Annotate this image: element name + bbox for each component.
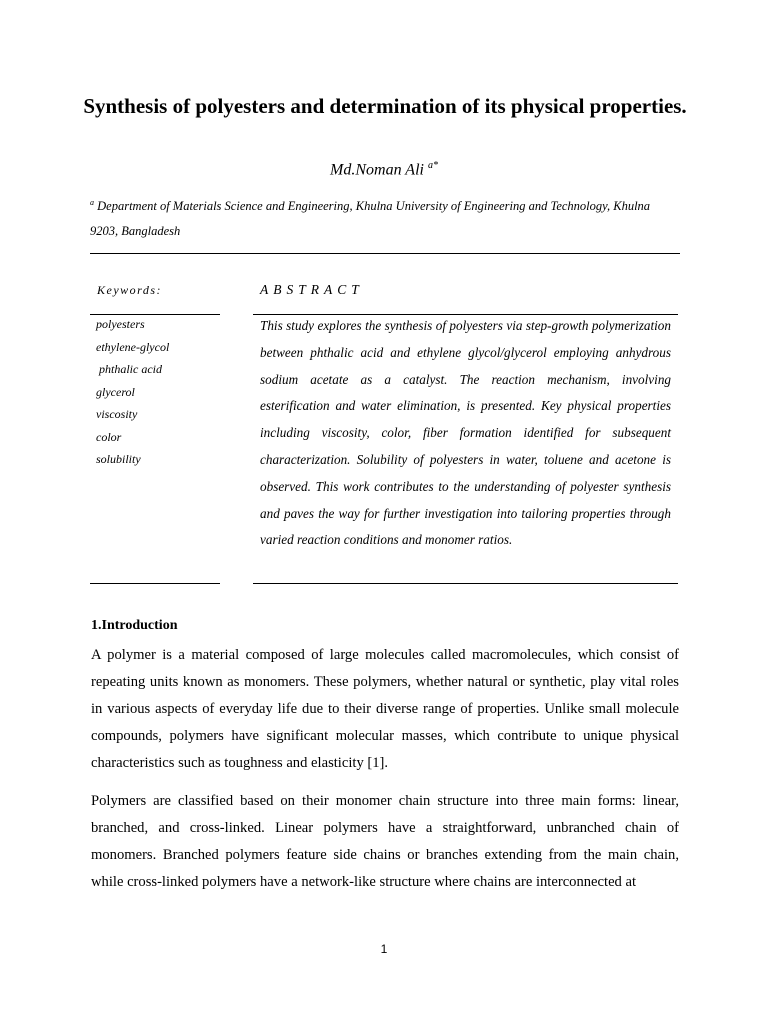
introduction-heading: 1.Introduction	[91, 618, 178, 633]
keyword-item: viscosity	[96, 407, 138, 421]
top-divider	[90, 253, 680, 254]
keywords-list	[96, 313, 169, 471]
author-affiliation-mark: a*	[427, 160, 438, 171]
abstract-text: This study explores the synthesis of polyesters via step-growth polymerization between phthalic acid and ethylene glycol/glycerol employing anhydrous sodium acetate as a catalyst. The reaction mechanism, involving esterification and water elimination, is presented. Key physical properties including viscosity, color, fiber formation identified for subsequent characterization. Solubility of polyesters in water, toluene and acetone is observed. This work contributes to the understanding of polyester synthesis and paves the way for further investigation into tailoring properties through varied reaction conditions and monomer ratios.	[260, 318, 671, 548]
abstract-bottom-rule	[253, 583, 678, 584]
keyword-item: ethylene-glycol	[96, 339, 170, 354]
paper-title: Synthesis of polyesters and determination of its physical properties.	[83, 94, 687, 118]
keywords-heading: Keywords:	[97, 283, 163, 297]
keywords-bottom-rule	[90, 583, 220, 584]
page-number: 1	[380, 942, 388, 956]
affiliation-text: Department of Materials Science and Engineering, Khulna University of Engineering and Technology, Khulna 9203, Bangladesh	[90, 199, 651, 239]
introduction-paragraph-1: A polymer is a material composed of large molecules called macromolecules, which consist of repeating units known as monomers. These polymers, whether natural or synthetic, play vital roles in various aspects of everyday life due to their diverse range of properties. Unlike small molecule compounds, polymers have significant molecular masses, which contribute to unique physical characteristics such as toughness and elasticity [1].	[91, 647, 679, 771]
keyword-item: glycerol	[96, 384, 135, 399]
keyword-item: color	[96, 429, 122, 444]
keyword-item: polyesters	[96, 317, 145, 331]
abstract-heading: ABSTRACT	[260, 282, 364, 297]
author-line	[0, 160, 768, 179]
keyword-item: solubility	[96, 452, 141, 466]
introduction-paragraph-2: Polymers are classified based on their monomer chain structure into three main forms: linear, branched, and cross-linked. Linear polymers have a straightforward, unbranched chain of monomers. Branched polymers feature side chains or branches extending from the main chain, while cross-linked polymers have a network-like structure where chains are interconnected at	[91, 793, 679, 890]
affiliation-mark: a	[90, 198, 94, 207]
keyword-item: phthalic acid	[96, 362, 162, 376]
affiliation	[90, 190, 680, 244]
author-name: Md.Noman Ali	[330, 161, 424, 179]
